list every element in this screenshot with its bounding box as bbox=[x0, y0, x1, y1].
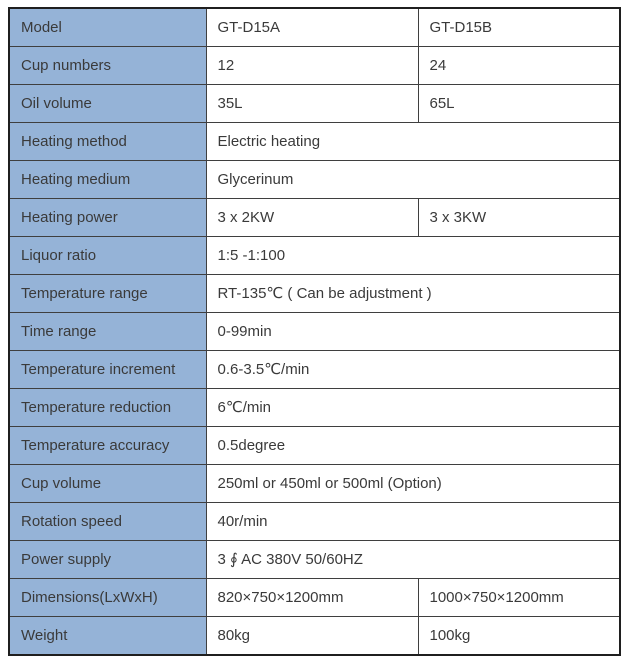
spec-value: 3 ∮ AC 380V 50/60HZ bbox=[206, 540, 620, 578]
spec-row bbox=[9, 616, 620, 655]
spec-label: Temperature range bbox=[9, 274, 206, 312]
spec-row bbox=[9, 198, 620, 236]
spec-row bbox=[9, 540, 620, 578]
spec-row bbox=[9, 47, 620, 85]
spec-row bbox=[9, 160, 620, 198]
spec-value: 24 bbox=[418, 47, 620, 85]
spec-label: Temperature reduction bbox=[9, 388, 206, 426]
spec-label: Rotation speed bbox=[9, 502, 206, 540]
spec-label: Power supply bbox=[9, 540, 206, 578]
spec-row bbox=[9, 464, 620, 502]
spec-row bbox=[9, 236, 620, 274]
spec-value: 80kg bbox=[206, 616, 418, 655]
spec-value: 0.5degree bbox=[206, 426, 620, 464]
spec-label: Temperature accuracy bbox=[9, 426, 206, 464]
spec-row bbox=[9, 274, 620, 312]
spec-label: Heating method bbox=[9, 122, 206, 160]
spec-label: Temperature increment bbox=[9, 350, 206, 388]
spec-value: 1:5 -1:100 bbox=[206, 236, 620, 274]
spec-value: GT-D15A bbox=[206, 8, 418, 47]
spec-table bbox=[8, 7, 621, 656]
spec-label: Liquor ratio bbox=[9, 236, 206, 274]
spec-label: Time range bbox=[9, 312, 206, 350]
spec-row bbox=[9, 84, 620, 122]
spec-label: Oil volume bbox=[9, 84, 206, 122]
spec-value: 250ml or 450ml or 500ml (Option) bbox=[206, 464, 620, 502]
spec-row bbox=[9, 350, 620, 388]
spec-value: 6℃/min bbox=[206, 388, 620, 426]
spec-label: Cup volume bbox=[9, 464, 206, 502]
spec-row bbox=[9, 502, 620, 540]
spec-label: Heating medium bbox=[9, 160, 206, 198]
spec-row bbox=[9, 388, 620, 426]
spec-table-body bbox=[9, 8, 620, 655]
spec-value: 3 x 3KW bbox=[418, 198, 620, 236]
spec-row bbox=[9, 426, 620, 464]
spec-value: 0-99min bbox=[206, 312, 620, 350]
spec-value: 65L bbox=[418, 84, 620, 122]
spec-label: Cup numbers bbox=[9, 47, 206, 85]
spec-value: 3 x 2KW bbox=[206, 198, 418, 236]
spec-row bbox=[9, 8, 620, 47]
spec-value: 0.6-3.5℃/min bbox=[206, 350, 620, 388]
spec-value: 35L bbox=[206, 84, 418, 122]
spec-value: RT-135℃ ( Can be adjustment ) bbox=[206, 274, 620, 312]
spec-row bbox=[9, 312, 620, 350]
spec-value: 1000×750×1200mm bbox=[418, 578, 620, 616]
spec-value: Electric heating bbox=[206, 122, 620, 160]
spec-value: 100kg bbox=[418, 616, 620, 655]
spec-label: Model bbox=[9, 8, 206, 47]
spec-row bbox=[9, 122, 620, 160]
spec-value: Glycerinum bbox=[206, 160, 620, 198]
spec-value: GT-D15B bbox=[418, 8, 620, 47]
spec-label: Heating power bbox=[9, 198, 206, 236]
spec-label: Dimensions(LxWxH) bbox=[9, 578, 206, 616]
spec-value: 12 bbox=[206, 47, 418, 85]
spec-label: Weight bbox=[9, 616, 206, 655]
spec-value: 40r/min bbox=[206, 502, 620, 540]
spec-value: 820×750×1200mm bbox=[206, 578, 418, 616]
spec-row bbox=[9, 578, 620, 616]
